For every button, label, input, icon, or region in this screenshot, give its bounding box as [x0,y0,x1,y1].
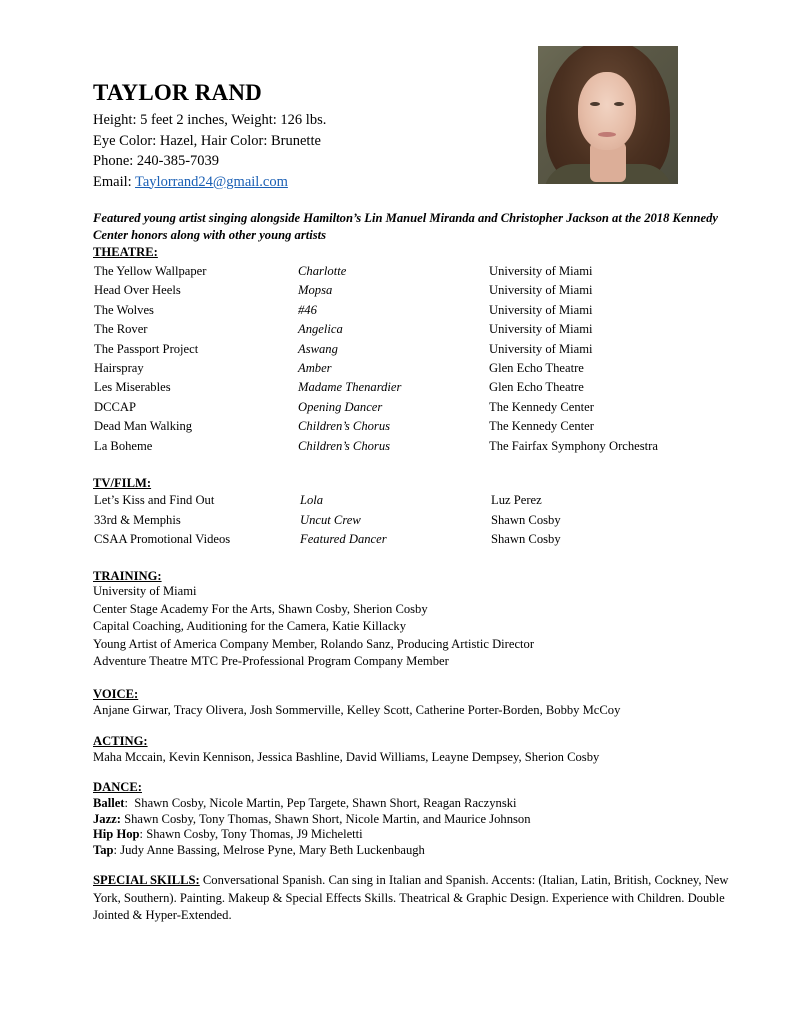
show-title: 33rd & Memphis [94,512,181,527]
role-name: Angelica [298,322,343,337]
featured-note: Featured young artist singing alongside Hamilton’s Lin Manuel Miranda and Christopher Jackson at the 2018 Kennedy Center honors along with other young artists [93,211,719,242]
show-title: The Yellow Wallpaper [94,264,207,278]
show-title: The Passport Project [94,341,199,356]
show-title: CSAA Promotional Videos [94,532,231,547]
theatre-heading: THEATRE: [93,245,158,259]
dance-item [93,827,363,842]
table-row [93,264,733,283]
table-row [93,513,733,532]
training-item: University of Miami [93,584,197,598]
table-row [93,380,733,399]
venue-name: University of Miami [489,341,593,356]
phone-number: Phone: 240-385-7039 [93,153,220,169]
role-name: Charlotte [298,264,347,278]
eye-hair-color: Eye Color: Hazel, Hair Color: Brunette [93,132,321,149]
dance-style: Jazz: [93,811,121,826]
voice-teachers: Anjane Girwar, Tracy Olivera, Josh Sommerville, Kelley Scott, Catherine Porter-Borden, Bobby McCoy [93,703,621,717]
show-title: Les Miserables [94,380,171,395]
training-item: Adventure Theatre MTC Pre-Professional Program Company Member [93,654,449,669]
show-title: Let’s Kiss and Find Out [94,493,215,507]
acting-heading: ACTING: [93,734,148,748]
role-name: Aswang [298,341,338,356]
table-row [93,283,733,302]
venue-name: The Kennedy Center [489,399,594,414]
role-name: Amber [298,361,332,375]
table-row [93,322,733,341]
table-row [93,439,733,458]
dance-item [93,812,531,827]
venue-name: Luz Perez [491,493,542,507]
role-name: Children’s Chorus [298,438,391,453]
dance-style: Hip Hop [93,827,140,841]
email-link[interactable]: Taylorrand24@gmail.com [135,173,288,190]
dance-item [93,796,517,811]
show-title: Head Over Heels [94,283,181,298]
table-row [93,493,733,512]
show-title: DCCAP [94,399,136,414]
venue-name: University of Miami [489,264,593,278]
dance-teachers: Shawn Cosby, Nicole Martin, Pep Targete, Shawn Short, Reagan Raczynski [134,796,517,810]
table-row [93,361,733,380]
table-row [93,419,733,438]
email-line [93,172,326,193]
role-name: Children’s Chorus [298,419,391,434]
training-item: Young Artist of America Company Member, Rolando Sanz, Producing Artistic Director [93,636,535,651]
contact-info [93,110,326,192]
show-title: La Boheme [94,438,153,453]
venue-name: Glen Echo Theatre [489,380,584,395]
role-name: Opening Dancer [298,399,383,414]
training-item: Capital Coaching, Auditioning for the Camera, Katie Killacky [93,619,407,634]
dance-teachers: Judy Anne Bassing, Melrose Pyne, Mary Beth Luckenbaugh [120,842,425,857]
training-heading: TRAINING: [93,569,162,583]
headshot-photo [538,46,678,184]
role-name: Uncut Crew [300,512,361,527]
dance-style: Ballet [93,796,125,810]
show-title: Hairspray [94,361,144,375]
role-name: Featured Dancer [300,532,387,547]
venue-name: Shawn Cosby [491,532,561,547]
height-weight: Height: 5 feet 2 inches, Weight: 126 lbs. [93,112,327,128]
venue-name: University of Miami [489,302,593,317]
show-title: Dead Man Walking [94,419,193,434]
training-item: Center Stage Academy For the Arts, Shawn Cosby, Sherion Cosby [93,601,428,616]
role-name: Mopsa [298,283,333,298]
dance-teachers: Shawn Cosby, Tony Thomas, J9 Micheletti [146,827,363,841]
table-row [93,532,733,551]
role-name: Lola [300,493,324,507]
table-row [93,303,733,322]
dance-heading: DANCE: [93,780,142,794]
special-skills-text: Conversational Spanish. Can sing in Italian and Spanish. Accents: (Italian, Latin, British, Cockney, New York, Southern). Painting. Makeup & Special Effects Skills. Theatrical & Graphic Design. Experience with Children. Double Jointed & Hyper-Extended. [93,873,729,922]
show-title: The Wolves [94,302,154,317]
venue-name: The Kennedy Center [489,419,594,434]
dance-style: Tap [93,842,114,857]
voice-heading: VOICE: [93,687,139,701]
dance-separator: : [113,842,121,857]
role-name: Madame Thenardier [298,380,402,395]
actor-name: TAYLOR RAND [93,80,262,105]
dance-separator: : [139,827,147,841]
dance-separator: : [124,796,135,810]
special-skills [93,872,753,925]
special-skills-heading: SPECIAL SKILLS: [93,873,200,887]
venue-name: Shawn Cosby [491,512,561,527]
acting-teachers: Maha Mccain, Kevin Kennison, Jessica Bashline, David Williams, Leayne Dempsey, Sherion Cosby [93,750,600,764]
table-row [93,400,733,419]
venue-name: Glen Echo Theatre [489,361,584,375]
venue-name: The Fairfax Symphony Orchestra [489,438,658,453]
tvfilm-heading: TV/FILM: [93,476,152,490]
show-title: The Rover [94,322,148,337]
venue-name: University of Miami [489,322,593,337]
dance-item [93,843,425,858]
table-row [93,342,733,361]
role-name: #46 [298,302,317,317]
venue-name: University of Miami [489,283,593,298]
dance-teachers: Shawn Cosby, Tony Thomas, Shawn Short, Nicole Martin, and Maurice Johnson [124,811,531,826]
email-label: Email: [93,173,136,190]
